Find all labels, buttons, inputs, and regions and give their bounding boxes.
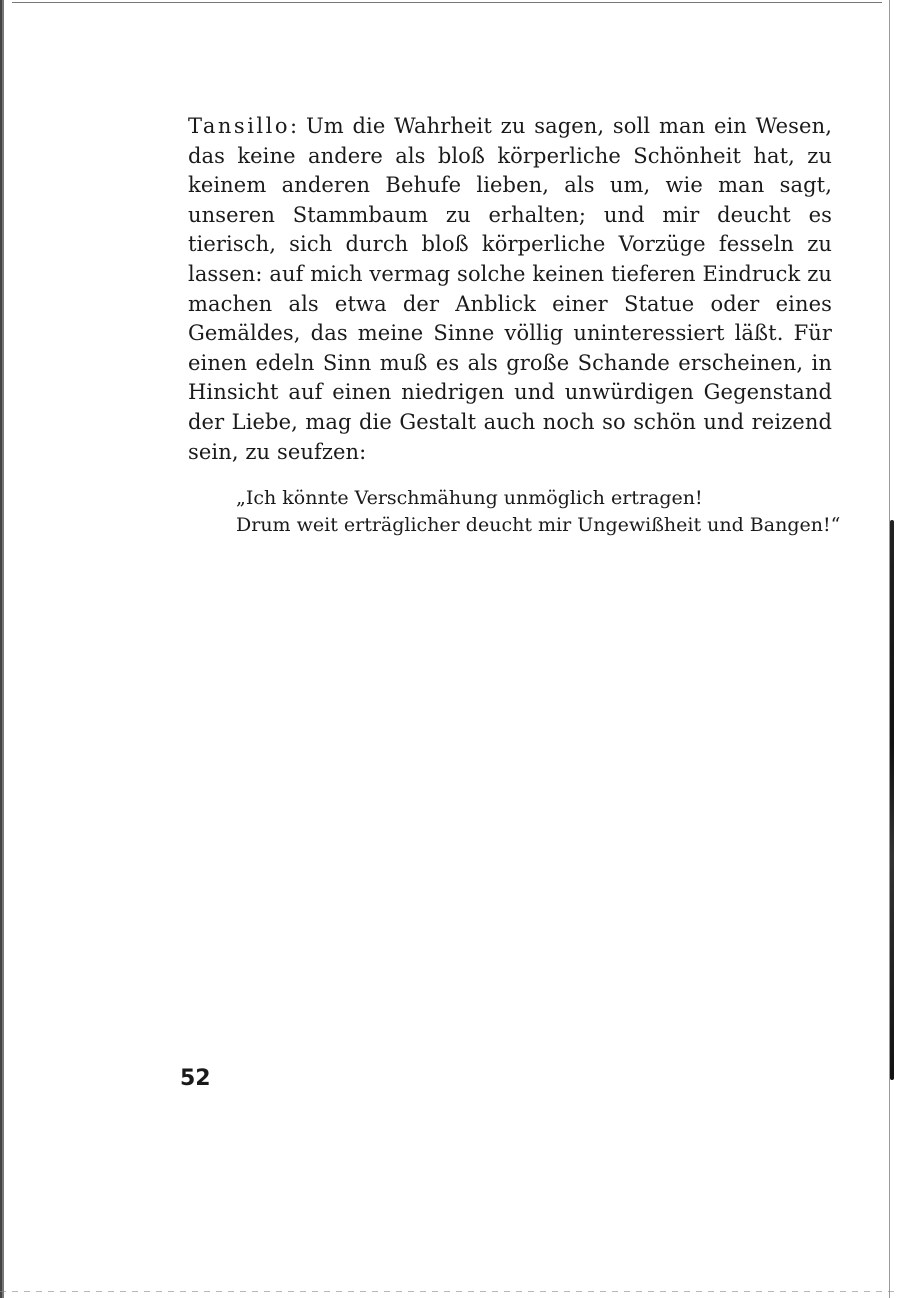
paragraph-text: Um die Wahrheit zu sagen, soll man ein Wesen, das keine andere als bloß körperliche Schönheit hat, zu keinem anderen Behufe lieben, als um, wie man sagt, unseren Stammbaum zu erhalten; und mir deucht es tierisch, sich durch bloß körperliche Vorzüge fesseln zu lassen: auf mich vermag solche keinen tieferen Eindruck zu machen als etwa der Anblick einer Statue oder eines Gemäldes, das meine Sinne völlig uninteressiert läßt. Für einen edeln Sinn muß es als große Schande erscheinen, in Hinsicht auf einen niedrigen und unwürdigen Gegenstand der Liebe, mag die Gestalt auch noch so schön und reizend sein, zu seufzen: (188, 114, 832, 464)
verse-quote (236, 485, 841, 539)
scan-right-edge (890, 520, 894, 1080)
text-block (188, 112, 841, 539)
scan-left-edge (0, 0, 14, 1298)
speaker-name: Tansillo (188, 114, 290, 138)
page-number: 52 (180, 1066, 211, 1091)
scan-bottom-line (0, 1291, 900, 1292)
body-paragraph: Tansillo: Um die Wahrheit zu sagen, soll man ein Wesen, das keine andere als bloß körperliche Schönheit hat, zu keinem anderen Behufe lieben, als um, wie man sagt, unseren Stammbaum zu erhalten; und mir deucht es tierisch, sich durch bloß körperliche Vorzüge fesseln zu lassen: auf mich vermag solche keinen tieferen Eindruck zu machen als etwa der Anblick einer Statue oder eines Gemäldes, das meine Sinne völlig uninteressiert läßt. Für einen edeln Sinn muß es als große Schande erscheinen, in Hinsicht auf einen niedrigen und unwürdigen Gegenstand der Liebe, mag die Gestalt auch noch so schön und reizend sein, zu seufzen: (188, 114, 832, 464)
quote-line: Drum weit erträglicher deucht mir Ungewißheit und Bangen!“ (236, 514, 841, 537)
scan-top-line (12, 2, 882, 3)
quote-line: „Ich könnte Verschmähung unmöglich ertragen! (236, 487, 703, 510)
